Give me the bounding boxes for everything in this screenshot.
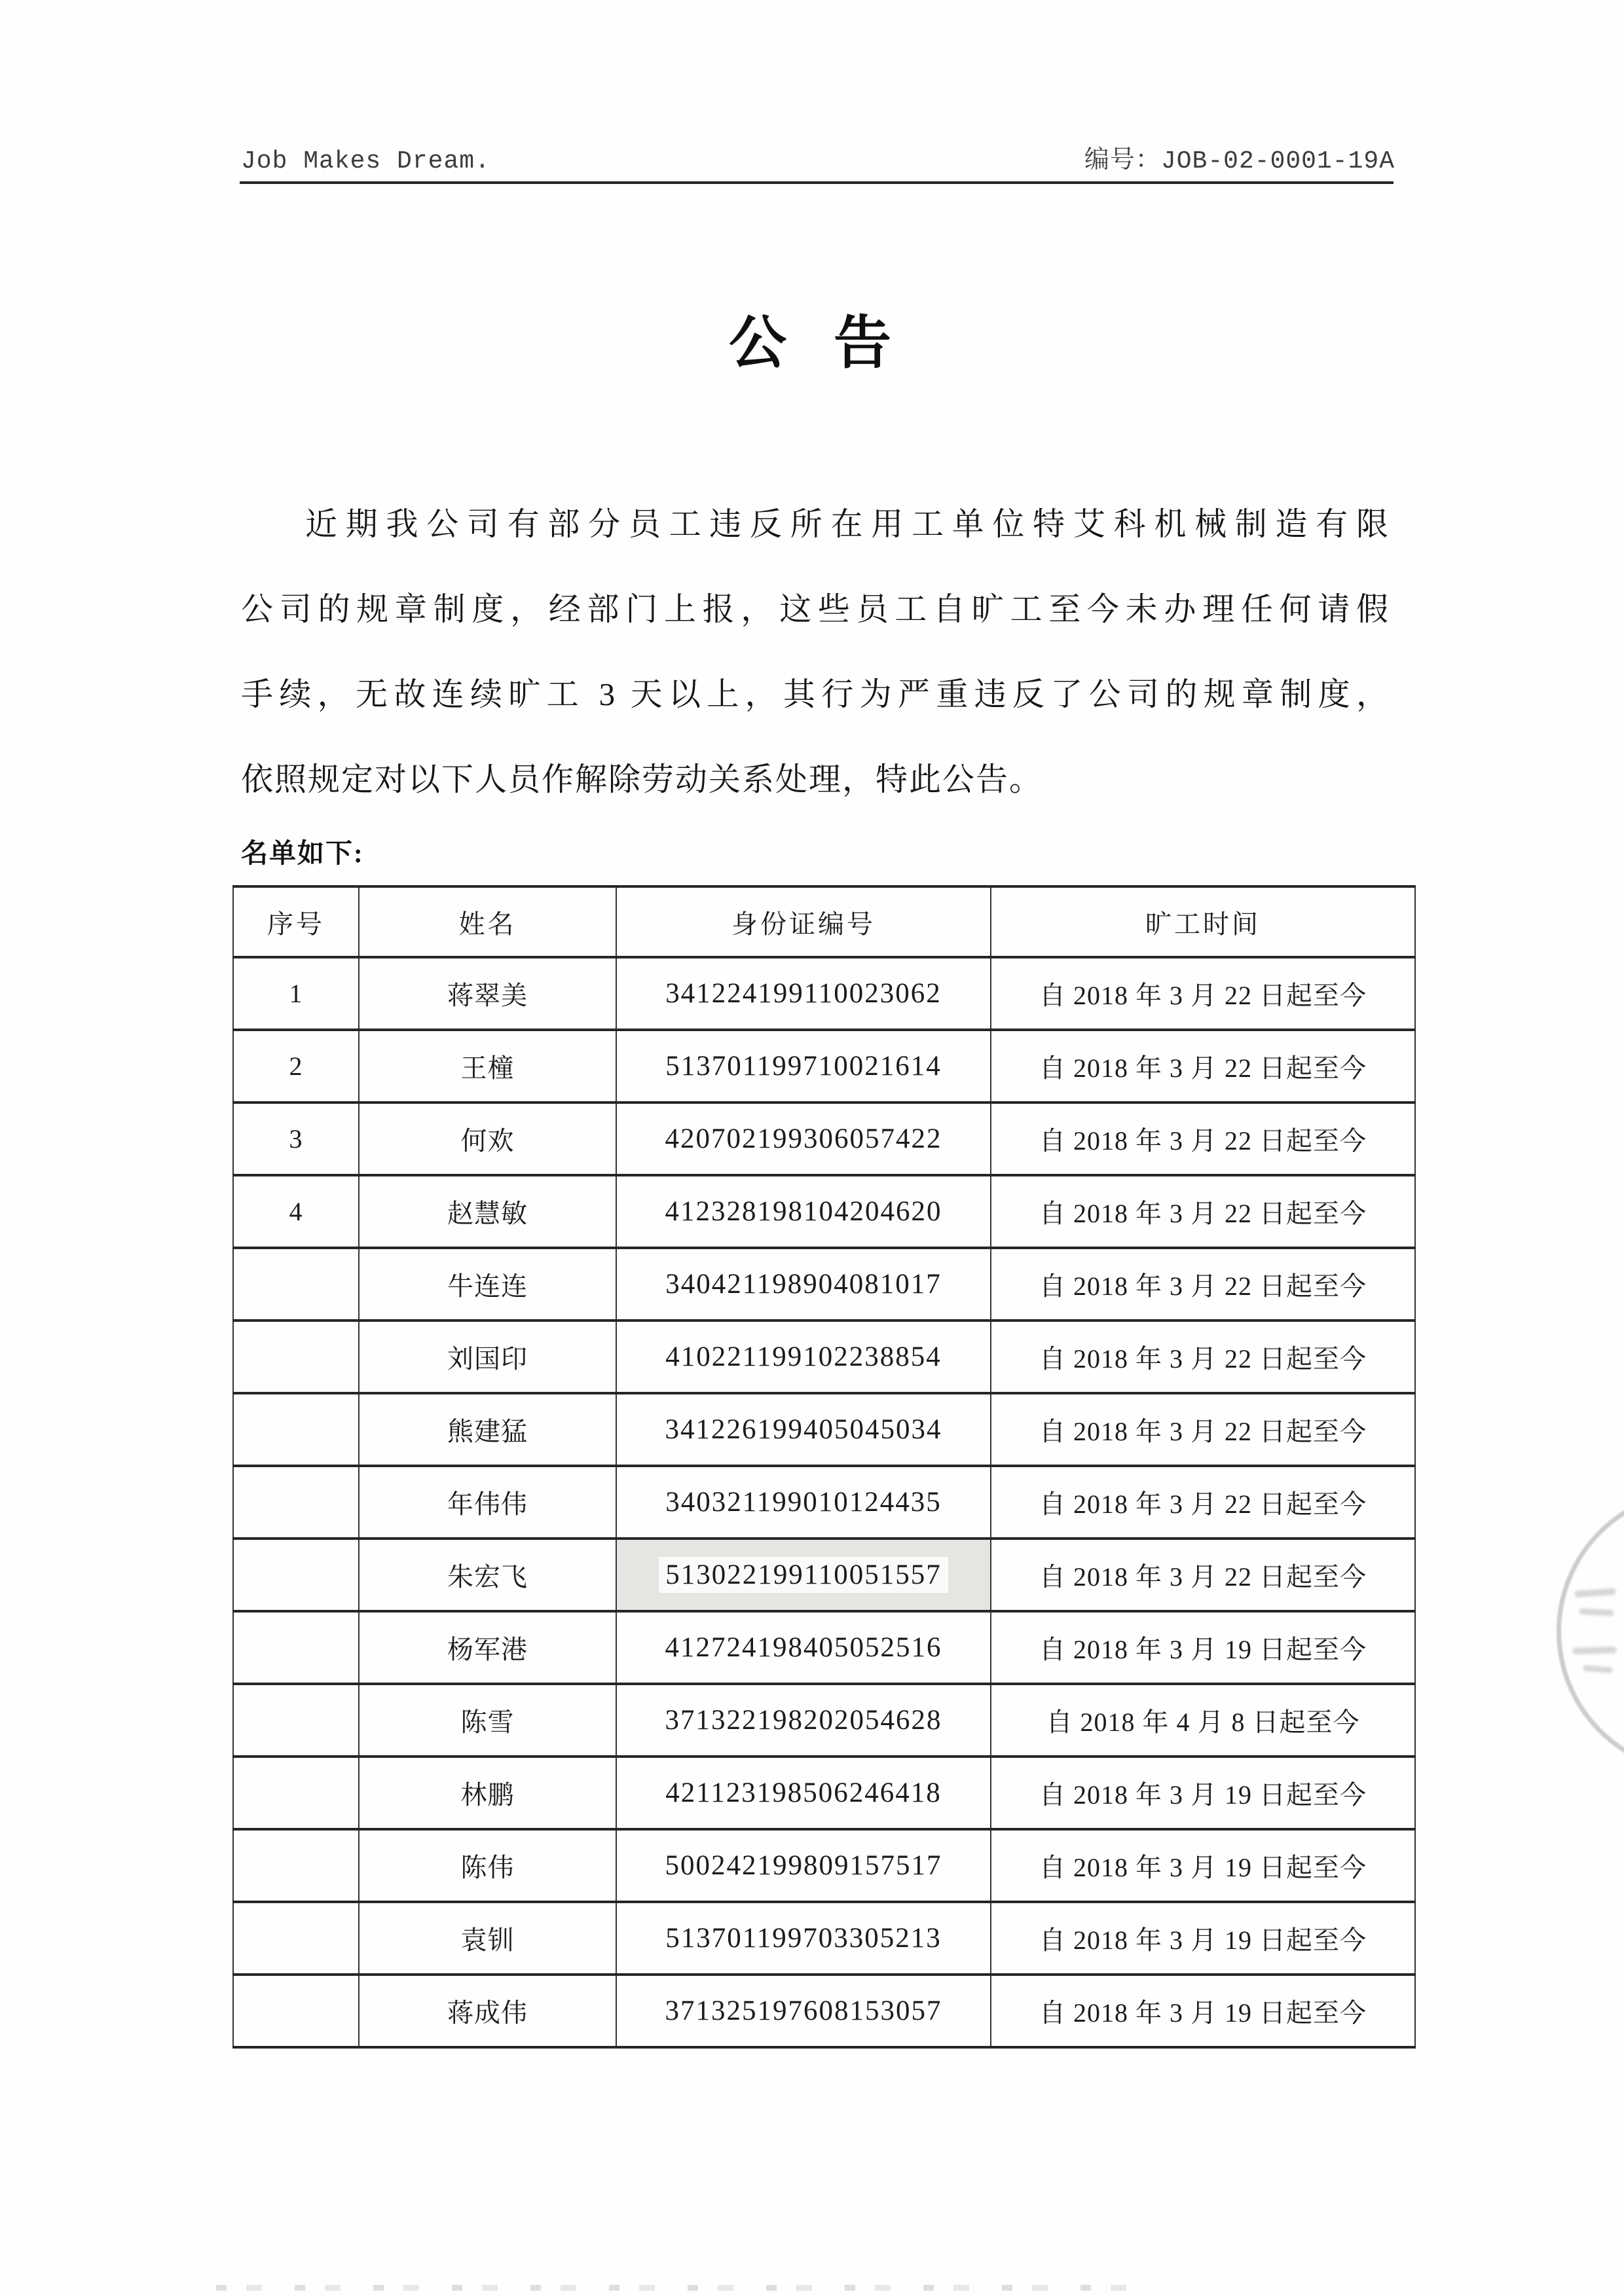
- absence-cell: 自 2018 年 3 月 22 日起至今: [991, 1466, 1415, 1539]
- table-row: [233, 1175, 1415, 1248]
- absence-cell: 自 2018 年 3 月 19 日起至今: [991, 1975, 1415, 2047]
- id-cell: 513701199703305213: [616, 1902, 991, 1975]
- serial-cell: [233, 1466, 359, 1539]
- id-cell: 513701199710021614: [616, 1030, 991, 1102]
- column-header-serial: 序号: [233, 886, 359, 957]
- table-row: [233, 1466, 1415, 1539]
- serial-cell: [233, 1611, 359, 1684]
- name-cell: 陈雪: [359, 1684, 616, 1757]
- page-title: 公 告: [728, 312, 895, 376]
- announcement-paragraph: [241, 482, 1390, 822]
- doc-number-value: JOB-02-0001-19A: [1160, 147, 1395, 175]
- serial-cell: [233, 1393, 359, 1466]
- id-cell: 420702199306057422: [616, 1102, 991, 1175]
- absence-cell: 自 2018 年 3 月 22 日起至今: [991, 1539, 1415, 1611]
- table-row: [233, 1975, 1415, 2047]
- name-cell: 王橦: [359, 1030, 616, 1102]
- serial-cell: 3: [233, 1102, 359, 1175]
- absence-cell: 自 2018 年 3 月 22 日起至今: [991, 1030, 1415, 1102]
- table-row: [233, 1684, 1415, 1757]
- id-cell: 410221199102238854: [616, 1321, 991, 1393]
- absence-cell: 自 2018 年 3 月 22 日起至今: [991, 1248, 1415, 1321]
- name-cell: 刘国印: [359, 1321, 616, 1393]
- table-row: [233, 1030, 1415, 1102]
- table-row: [233, 1829, 1415, 1902]
- table-row: [233, 1611, 1415, 1684]
- id-cell: 371325197608153057: [616, 1975, 991, 2047]
- id-cell: 412724198405052516: [616, 1611, 991, 1684]
- table-row: [233, 1902, 1415, 1975]
- id-cell: 341226199405045034: [616, 1393, 991, 1466]
- table-row: [233, 957, 1415, 1030]
- absence-cell: 自 2018 年 4 月 8 日起至今: [991, 1684, 1415, 1757]
- column-header-name: 姓名: [359, 886, 616, 957]
- id-cell: 513022199110051557: [616, 1539, 991, 1611]
- header-divider: [240, 181, 1393, 184]
- table-row: [233, 1539, 1415, 1611]
- paragraph-line: 手续，无故连续旷工 3 天以上，其行为严重违反了公司的规章制度，: [241, 676, 1390, 712]
- id-cell: 412328198104204620: [616, 1175, 991, 1248]
- id-cell: 371322198202054628: [616, 1684, 991, 1757]
- absence-cell: 自 2018 年 3 月 19 日起至今: [991, 1611, 1415, 1684]
- table-row: [233, 1248, 1415, 1321]
- page-header: [241, 139, 1395, 175]
- paragraph-line: 依照规定对以下人员作解除劳动关系处理，特此公告。: [241, 761, 1043, 797]
- id-cell: 340421198904081017: [616, 1248, 991, 1321]
- table-row: [233, 1393, 1415, 1466]
- name-cell: 朱宏飞: [359, 1539, 616, 1611]
- name-cell: 熊建猛: [359, 1393, 616, 1466]
- name-cell: 牛连连: [359, 1248, 616, 1321]
- table-row: [233, 1321, 1415, 1393]
- serial-cell: [233, 1829, 359, 1902]
- serial-cell: [233, 1321, 359, 1393]
- absence-cell: 自 2018 年 3 月 22 日起至今: [991, 957, 1415, 1030]
- id-cell: 341224199110023062: [616, 957, 991, 1030]
- name-cell: 年伟伟: [359, 1466, 616, 1539]
- name-cell: 蒋成伟: [359, 1975, 616, 2047]
- serial-cell: [233, 1902, 359, 1975]
- paragraph-line: 公司的规章制度，经部门上报，这些员工自旷工至今未办理任何请假: [241, 591, 1390, 627]
- name-cell: 林鹏: [359, 1757, 616, 1829]
- absence-cell: 自 2018 年 3 月 22 日起至今: [991, 1102, 1415, 1175]
- header-slogan: Job Makes Dream.: [241, 147, 490, 175]
- paragraph-line: 近期我公司有部分员工违反所在用工单位特艾科机械制造有限: [305, 506, 1390, 542]
- table-row: [233, 1102, 1415, 1175]
- serial-cell: [233, 1684, 359, 1757]
- name-cell: 袁钏: [359, 1902, 616, 1975]
- column-header-absence: 旷工时间: [991, 886, 1415, 957]
- serial-cell: [233, 1975, 359, 2047]
- absence-cell: 自 2018 年 3 月 19 日起至今: [991, 1902, 1415, 1975]
- scan-artifact: [216, 2285, 1159, 2291]
- absence-cell: 自 2018 年 3 月 22 日起至今: [991, 1393, 1415, 1466]
- id-cell: 421123198506246418: [616, 1757, 991, 1829]
- header-doc-number: [1084, 139, 1395, 175]
- serial-cell: 4: [233, 1175, 359, 1248]
- table-row: [233, 1757, 1415, 1829]
- absence-cell: 自 2018 年 3 月 19 日起至今: [991, 1829, 1415, 1902]
- name-cell: 蒋翠美: [359, 957, 616, 1030]
- doc-number-label: 编号：: [1084, 147, 1161, 175]
- table-header-row: [233, 886, 1415, 957]
- serial-cell: 2: [233, 1030, 359, 1102]
- serial-cell: 1: [233, 957, 359, 1030]
- serial-cell: [233, 1757, 359, 1829]
- name-cell: 何欢: [359, 1102, 616, 1175]
- partial-circular-seal: [1557, 1489, 1624, 1774]
- absence-cell: 自 2018 年 3 月 22 日起至今: [991, 1175, 1415, 1248]
- list-label: 名单如下:: [241, 838, 364, 868]
- serial-cell: [233, 1248, 359, 1321]
- name-cell: 陈伟: [359, 1829, 616, 1902]
- name-cell: 杨军港: [359, 1611, 616, 1684]
- absence-cell: 自 2018 年 3 月 22 日起至今: [991, 1321, 1415, 1393]
- id-cell: 500242199809157517: [616, 1829, 991, 1902]
- name-cell: 赵慧敏: [359, 1175, 616, 1248]
- serial-cell: [233, 1539, 359, 1611]
- id-cell: 340321199010124435: [616, 1466, 991, 1539]
- absence-cell: 自 2018 年 3 月 19 日起至今: [991, 1757, 1415, 1829]
- dismissal-table: [232, 885, 1416, 2049]
- column-header-id: 身份证编号: [616, 886, 991, 957]
